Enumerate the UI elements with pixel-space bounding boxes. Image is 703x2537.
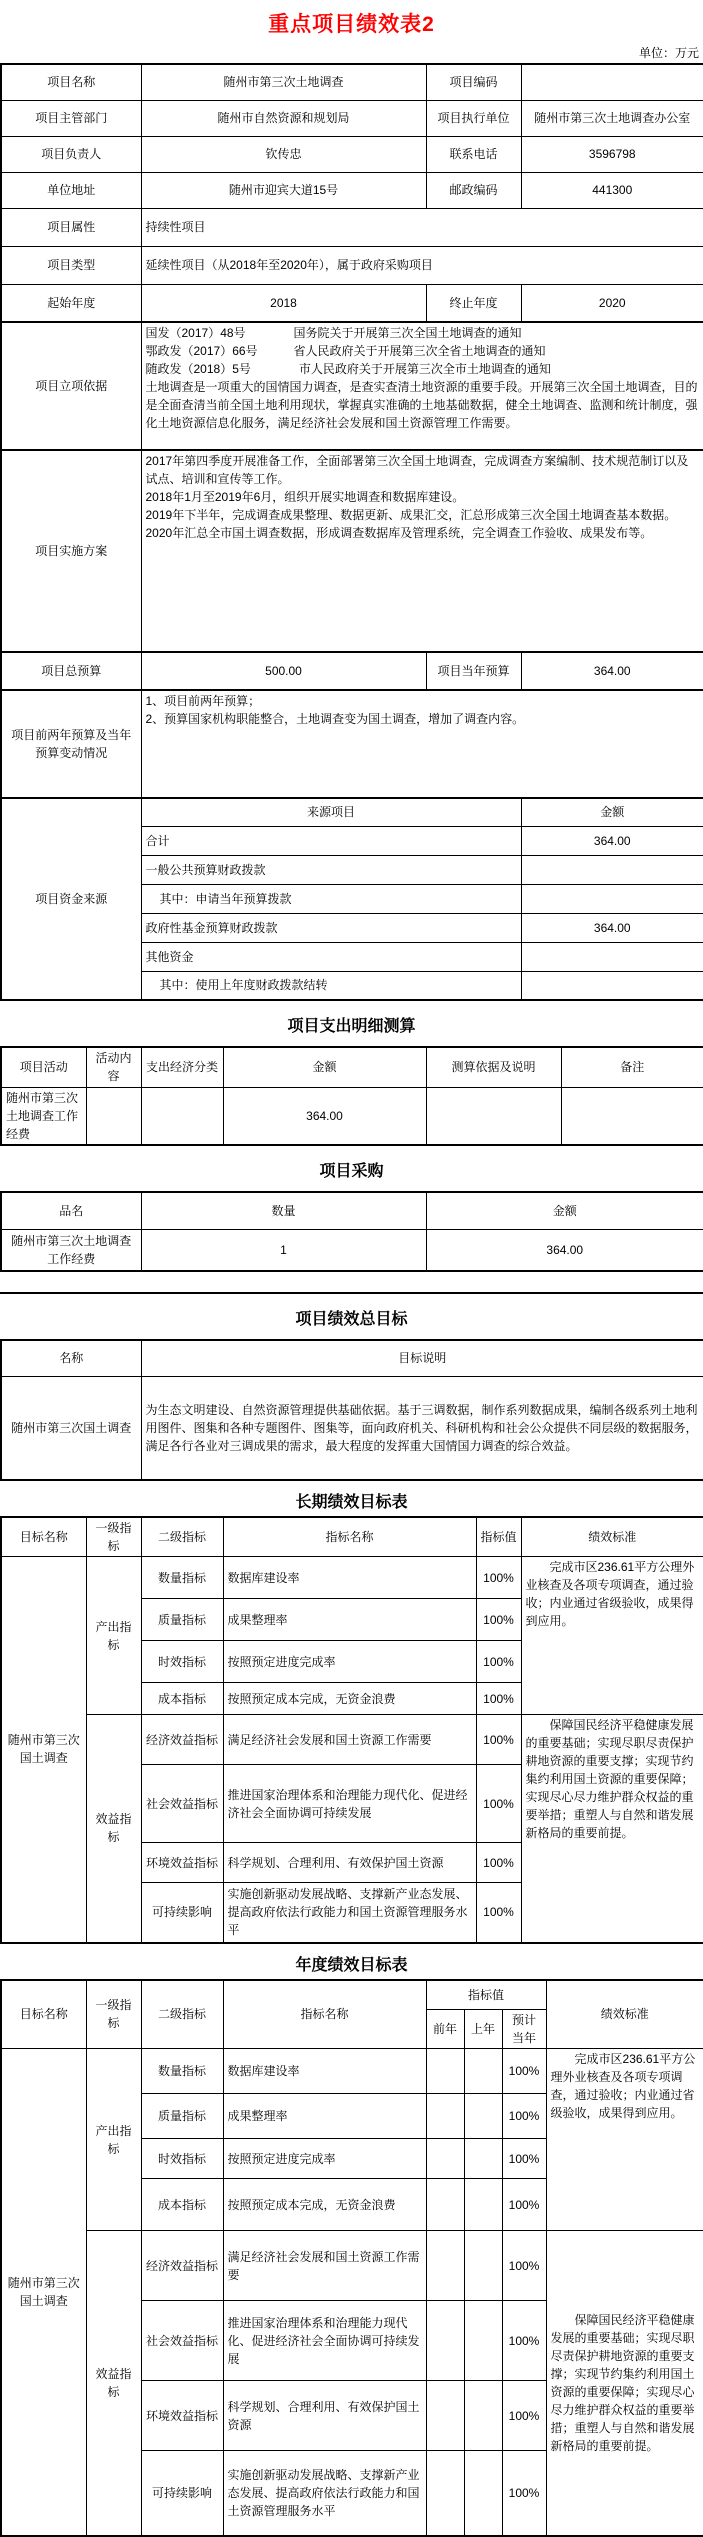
column-header-indicator-value-group: 指标值 (426, 1980, 546, 2010)
column-header: 金额 (521, 798, 703, 826)
level2-indicator: 成本指标 (141, 2179, 223, 2231)
level1-indicator: 效益指标 (86, 2231, 141, 2536)
indicator-name: 推进国家治理体系和治理能力现代化、促进经济社会全面协调可持续发展 (223, 2301, 426, 2381)
section-title-procurement: 项目采购 (319, 1163, 384, 1180)
table-row (1, 1192, 703, 1229)
column-header: 一级指标 (86, 1980, 141, 2049)
field-label: 终止年度 (426, 284, 521, 322)
level2-indicator: 数量指标 (141, 2049, 223, 2094)
level2-indicator: 环境效益指标 (141, 1843, 223, 1883)
indicator-value-prev (426, 2381, 464, 2451)
divider (0, 1272, 703, 1294)
goal-name: 随州市第三次国土调查 (1, 2049, 86, 2536)
section-title-annual: 年度绩效目标表 (295, 1956, 408, 1974)
procurement-table (0, 1191, 703, 1272)
indicator-name: 按照预定进度完成率 (223, 1641, 476, 1683)
indicator-name: 满足经济社会发展和国土资源工作需要 (223, 1715, 476, 1765)
expense-note (561, 1087, 703, 1145)
table-row (1, 100, 703, 136)
funding-item: 一般公共预算财政拨款 (141, 855, 521, 884)
unit-label: 单位：万元 (638, 46, 699, 60)
basic-info-table (0, 63, 703, 1001)
column-header: 支出经济分类 (141, 1047, 223, 1087)
field-value: 随州市第三次土地调查办公室 (521, 100, 703, 136)
field-label: 项目总预算 (1, 652, 141, 690)
indicator-value-last (464, 2301, 502, 2381)
level1-indicator: 产出指标 (86, 1557, 141, 1715)
indicator-value-current: 100% (502, 2301, 546, 2381)
table-row (1, 2049, 703, 2094)
column-header: 金额 (223, 1047, 426, 1087)
table-row (1, 1376, 703, 1480)
field-value: 2018 (141, 284, 426, 322)
level1-indicator: 效益指标 (86, 1715, 141, 1943)
level2-indicator: 可持续影响 (141, 1883, 223, 1943)
funding-amount (521, 855, 703, 884)
indicator-value-prev (426, 2179, 464, 2231)
table-row (1, 2231, 703, 2301)
level2-indicator: 社会效益指标 (141, 1765, 223, 1843)
indicator-value-last (464, 2139, 502, 2179)
column-header: 金额 (426, 1192, 703, 1229)
table-row (1, 798, 703, 826)
level2-indicator: 成本指标 (141, 1683, 223, 1715)
goal-name: 随州市第三次国土调查 (1, 1376, 141, 1480)
indicator-value-last (464, 2231, 502, 2301)
table-row (1, 208, 703, 246)
expense-content (86, 1087, 141, 1145)
performance-standard: 保障国民经济平稳健康发展的重要基础；实现尽职尽责保护耕地资源的重要支撑；实现节约集约利用国土资源的重要保障；实现尽心尽力维护群众权益的重要举措；重塑人与自然和谐发展新格局的重要前提。 (546, 2231, 703, 2536)
section-title-overall-goal: 项目绩效总目标 (295, 1311, 408, 1328)
performance-standard: 保障国民经济平稳健康发展的重要基础；实现尽职尽责保护耕地资源的重要支撑；实现节约集约利用国土资源的重要保障；实现尽心尽力维护群众权益的重要举措；重塑人与自然和谐发展新格局的重要前提。 (521, 1715, 703, 1943)
section-title-expense-detail: 项目支出明细测算 (287, 1018, 416, 1035)
project-basis-text (141, 322, 703, 450)
indicator-value-current: 100% (502, 2049, 546, 2094)
level1-indicator: 产出指标 (86, 2049, 141, 2231)
annual-goal-table (0, 1979, 703, 2537)
column-header: 目标名称 (1, 1517, 86, 1557)
column-header: 二级指标 (141, 1517, 223, 1557)
indicator-name: 科学规划、合理利用、有效保护国土资源 (223, 1843, 476, 1883)
indicator-value: 100% (476, 1843, 521, 1883)
table-row (1, 1980, 703, 2010)
level2-indicator: 经济效益指标 (141, 1715, 223, 1765)
funding-amount: 364.00 (521, 826, 703, 855)
field-value: 500.00 (141, 652, 426, 690)
field-value: 随州市自然资源和规划局 (141, 100, 426, 136)
column-header: 数量 (141, 1192, 426, 1229)
indicator-value: 100% (476, 1883, 521, 1943)
indicator-name: 成果整理率 (223, 1599, 476, 1641)
indicator-value: 100% (476, 1683, 521, 1715)
column-header: 前年 (426, 2010, 464, 2049)
basis-line: 随政发（2018）5号 市人民政府关于开展第三次全市土地调查的通知 (145, 362, 551, 376)
indicator-value-current: 100% (502, 2179, 546, 2231)
procurement-amount: 364.00 (426, 1229, 703, 1271)
indicator-name: 科学规划、合理利用、有效保护国土资源 (223, 2381, 426, 2451)
plan-line: 2020年汇总全市国土调查数据，形成调查数据库及管理系统，完全调查工作验收、成果发布等。 (145, 526, 653, 540)
field-value (521, 64, 703, 100)
table-row (1, 1715, 703, 1765)
indicator-name: 数据库建设率 (223, 2049, 426, 2094)
indicator-value-prev (426, 2231, 464, 2301)
column-header: 绩效标准 (546, 1980, 703, 2049)
table-row (1, 1047, 703, 1087)
field-label: 邮政编码 (426, 172, 521, 208)
field-label: 项目主管部门 (1, 100, 141, 136)
indicator-value: 100% (476, 1641, 521, 1683)
indicator-name: 实施创新驱动发展战略、支撑新产业态发展、提高政府依法行政能力和国土资源管理服务水平 (223, 2451, 426, 2536)
indicator-value: 100% (476, 1557, 521, 1599)
section-title-longterm: 长期绩效目标表 (295, 1494, 408, 1511)
indicator-value-prev (426, 2049, 464, 2094)
field-label: 项目名称 (1, 64, 141, 100)
goal-name: 随州市第三次国土调查 (1, 1557, 86, 1943)
indicator-name: 成果整理率 (223, 2094, 426, 2139)
indicator-name: 实施创新驱动发展战略、支撑新产业态发展、提高政府依法行政能力和国土资源管理服务水平 (223, 1883, 476, 1943)
column-header: 二级指标 (141, 1980, 223, 2049)
field-value: 随州市迎宾大道15号 (141, 172, 426, 208)
indicator-name: 按照预定成本完成，无资金浪费 (223, 2179, 426, 2231)
column-header: 测算依据及说明 (426, 1047, 561, 1087)
plan-line: 2017年第四季度开展准备工作，全面部署第三次全国土地调查，完成调查方案编制、技术规范制订以及试点、培训和宣传等工作。 (145, 454, 689, 486)
indicator-value-last (464, 2381, 502, 2451)
table-row (1, 1517, 703, 1557)
indicator-value-current: 100% (502, 2381, 546, 2451)
indicator-value-last (464, 2094, 502, 2139)
table-row (1, 322, 703, 450)
plan-line: 2019年下半年，完成调查成果整理、数据更新、成果汇交，汇总形成第三次全国土地调查基本数据。 (145, 508, 677, 522)
field-label: 项目编码 (426, 64, 521, 100)
prior-budget-line: 1、项目前两年预算； (145, 694, 261, 708)
funding-item: 合计 (141, 826, 521, 855)
page-title: 重点项目绩效表2 (268, 13, 435, 36)
prior-budget-text (141, 690, 703, 798)
table-row (1, 136, 703, 172)
expense-category (141, 1087, 223, 1145)
indicator-value-last (464, 2179, 502, 2231)
implementation-plan-text (141, 450, 703, 652)
level2-indicator: 社会效益指标 (141, 2301, 223, 2381)
level2-indicator: 经济效益指标 (141, 2231, 223, 2301)
table-row (1, 1087, 703, 1145)
level2-indicator: 环境效益指标 (141, 2381, 223, 2451)
column-header: 项目活动 (1, 1047, 86, 1087)
funding-item: 其他资金 (141, 942, 521, 971)
indicator-name: 数据库建设率 (223, 1557, 476, 1599)
field-label: 项目类型 (1, 246, 141, 284)
table-row (1, 652, 703, 690)
basis-line: 国发（2017）48号 国务院关于开展第三次全国土地调查的通知 (145, 326, 522, 340)
column-header: 指标名称 (223, 1980, 426, 2049)
column-header: 目标名称 (1, 1980, 86, 2049)
indicator-value-current: 100% (502, 2139, 546, 2179)
funding-amount (521, 884, 703, 913)
table-row (1, 1557, 703, 1599)
table-row (1, 64, 703, 100)
funding-source-label: 项目资金来源 (1, 798, 141, 1000)
column-header: 名称 (1, 1340, 141, 1376)
basis-line: 鄂政发（2017）66号 省人民政府关于开展第三次全省土地调查的通知 (145, 344, 546, 358)
indicator-value-current: 100% (502, 2094, 546, 2139)
indicator-name: 满足经济社会发展和国土资源工作需要 (223, 2231, 426, 2301)
column-header: 预计当年 (502, 2010, 546, 2049)
field-value: 2020 (521, 284, 703, 322)
funding-item: 其中：申请当年预算拨款 (141, 884, 521, 913)
column-header: 指标名称 (223, 1517, 476, 1557)
column-header: 来源项目 (141, 798, 521, 826)
indicator-name: 推进国家治理体系和治理能力现代化、促进经济社会全面协调可持续发展 (223, 1765, 476, 1843)
expense-amount: 364.00 (223, 1087, 426, 1145)
column-header: 目标说明 (141, 1340, 703, 1376)
funding-amount: 364.00 (521, 913, 703, 942)
indicator-value: 100% (476, 1715, 521, 1765)
indicator-value: 100% (476, 1599, 521, 1641)
column-header: 备注 (561, 1047, 703, 1087)
field-value: 钦传忠 (141, 136, 426, 172)
indicator-value-prev (426, 2451, 464, 2536)
field-label: 项目当年预算 (426, 652, 521, 690)
procurement-quantity: 1 (141, 1229, 426, 1271)
performance-standard: 完成市区236.61平方公理外业核查及各项专项调查，通过验收；内业通过省级验收，成果得到应用。 (546, 2049, 703, 2231)
funding-item: 政府性基金预算财政拨款 (141, 913, 521, 942)
indicator-value-last (464, 2451, 502, 2536)
field-value: 441300 (521, 172, 703, 208)
funding-amount (521, 942, 703, 971)
field-value: 3596798 (521, 136, 703, 172)
field-value: 延续性项目（从2018年至2020年），属于政府采购项目 (141, 246, 703, 284)
funding-amount (521, 971, 703, 1000)
field-label: 联系电话 (426, 136, 521, 172)
column-header: 指标值 (476, 1517, 521, 1557)
indicator-value-prev (426, 2301, 464, 2381)
table-row (1, 1340, 703, 1376)
column-header: 品名 (1, 1192, 141, 1229)
field-label: 项目属性 (1, 208, 141, 246)
column-header: 一级指标 (86, 1517, 141, 1557)
level2-indicator: 可持续影响 (141, 2451, 223, 2536)
field-label: 项目前两年预算及当年预算变动情况 (1, 690, 141, 798)
longterm-goal-table (0, 1516, 703, 1944)
funding-item: 其中：使用上年度财政拨款结转 (141, 971, 521, 1000)
level2-indicator: 时效指标 (141, 1641, 223, 1683)
procurement-item-name: 随州市第三次土地调查工作经费 (1, 1229, 141, 1271)
field-label: 项目实施方案 (1, 450, 141, 652)
table-row (1, 690, 703, 798)
indicator-value: 100% (476, 1765, 521, 1843)
indicator-value-current: 100% (502, 2451, 546, 2536)
field-value: 随州市第三次土地调查 (141, 64, 426, 100)
column-header: 绩效标准 (521, 1517, 703, 1557)
expense-activity: 随州市第三次土地调查工作经费 (1, 1087, 86, 1145)
expense-detail-table (0, 1046, 703, 1146)
plan-line: 2018年1月至2019年6月，组织开展实地调查和数据库建设。 (145, 490, 465, 504)
prior-budget-line: 2、预算国家机构职能整合，土地调查变为国土调查，增加了调查内容。 (145, 712, 525, 726)
basis-line: 土地调查是一项重大的国情国力调查，是查实查清土地资源的重要手段。开展第三次全国土地调查，目的是全面查清当前全国土地利用现状，掌握真实准确的土地基础数据，健全土地调查、监测和统计制度，强化土地资源信息化服务，满足经济社会发展和国土资源管理工作需要。 (145, 380, 698, 430)
overall-goal-table (0, 1339, 703, 1481)
table-row (1, 246, 703, 284)
level2-indicator: 质量指标 (141, 2094, 223, 2139)
table-row (1, 172, 703, 208)
table-row (1, 1229, 703, 1271)
goal-description: 为生态文明建设、自然资源管理提供基础依据。基于三调数据，制作系列数据成果，编制各级系列土地利用图件、图集和各种专题图件、图集等，面向政府机关、科研机构和社会公众提供不同层级的数据服务，满足各行各业对三调成果的需求，最大程度的发挥重大国情国力调查的综合效益。 (141, 1376, 703, 1480)
table-row (1, 284, 703, 322)
field-value: 364.00 (521, 652, 703, 690)
column-header: 上年 (464, 2010, 502, 2049)
indicator-value-prev (426, 2094, 464, 2139)
performance-standard: 完成市区236.61平方公理外业核查及各项专项调查，通过验收；内业通过省级验收，成果得到应用。 (521, 1557, 703, 1715)
expense-basis (426, 1087, 561, 1145)
table-row (1, 450, 703, 652)
indicator-value-last (464, 2049, 502, 2094)
indicator-name: 按照预定成本完成，无资金浪费 (223, 1683, 476, 1715)
field-label: 项目执行单位 (426, 100, 521, 136)
level2-indicator: 时效指标 (141, 2139, 223, 2179)
indicator-name: 按照预定进度完成率 (223, 2139, 426, 2179)
field-label: 项目立项依据 (1, 322, 141, 450)
column-header: 活动内容 (86, 1047, 141, 1087)
field-label: 起始年度 (1, 284, 141, 322)
indicator-value-prev (426, 2139, 464, 2179)
field-label: 单位地址 (1, 172, 141, 208)
field-label: 项目负责人 (1, 136, 141, 172)
level2-indicator: 数量指标 (141, 1557, 223, 1599)
level2-indicator: 质量指标 (141, 1599, 223, 1641)
field-value: 持续性项目 (141, 208, 703, 246)
indicator-value-current: 100% (502, 2231, 546, 2301)
